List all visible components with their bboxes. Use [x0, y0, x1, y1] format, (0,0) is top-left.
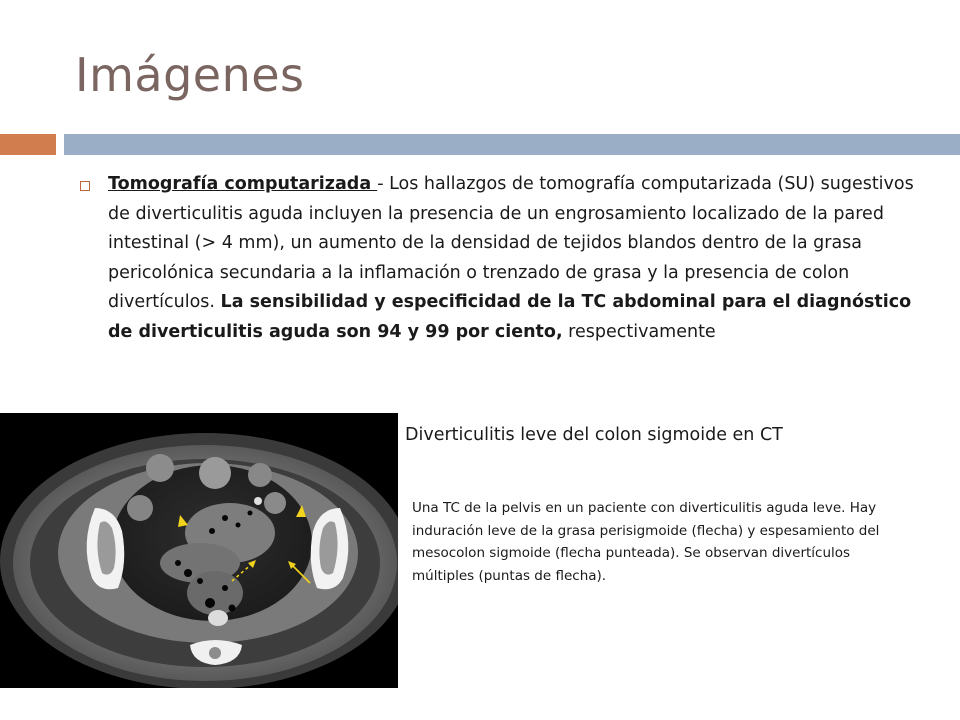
- bullet-text-plain: - Los hallazgos de tomografía computarizada (SU) sugestivos de diverticulitis aguda incluyen la presencia de un engrosamiento localizado de la pared intestinal (> 4 mm), un aumento de la densidad de tejidos blandos dentro de la grasa pericolónica secundaria a la inflamación o trenzado de grasa y la presencia de colon divertículos.: [108, 174, 914, 312]
- slide-title: Imágenes: [75, 48, 305, 102]
- bullet-text-tail: respectivamente: [562, 321, 716, 342]
- ct-scan-image: [0, 413, 398, 688]
- header-accent-bar-orange: [0, 134, 56, 155]
- bullet-term: Tomografía computarizada: [108, 174, 378, 194]
- header-accent-bar-blue: [64, 134, 960, 155]
- figure-caption-title: Diverticulitis leve del colon sigmoide en CT: [405, 425, 783, 445]
- figure-caption-body: Una TC de la pelvis en un paciente con diverticulitis aguda leve. Hay induración leve de la grasa perisigmoide (flecha) y espesamiento del mesocolon sigmoide (flecha punteada). Se observan divertículos múltiples (puntas de flecha).: [412, 500, 880, 584]
- bullet-text-bold: La sensibilidad y especificidad de la TC abdominal para el diagnóstico de diverticulitis aguda son 94 y 99 por ciento,: [108, 292, 912, 342]
- bullet-paragraph: [108, 170, 928, 347]
- bullet-square-icon: [80, 181, 90, 191]
